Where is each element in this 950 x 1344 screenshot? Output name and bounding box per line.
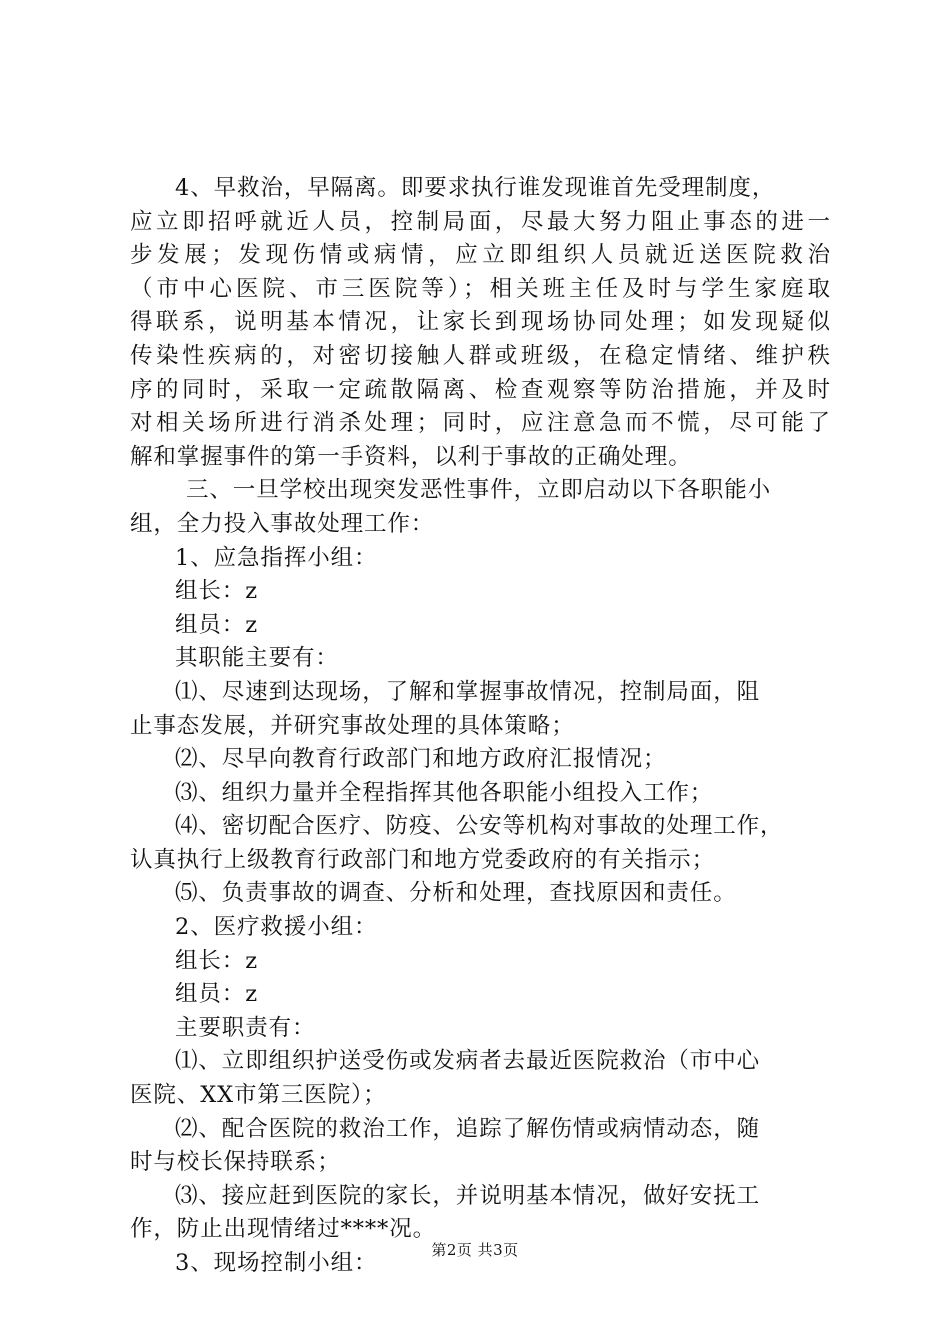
text-line: 止事态发展，并研究事故处理的具体策略； — [130, 712, 575, 739]
duty-item: ⑷、密切配合医疗、防疫、公安等机构对事故的处理工作， — [175, 813, 784, 840]
duty-item: ⑴、立即组织护送受伤或发病者去最近医院救治（市中心 — [175, 1048, 761, 1075]
document-body — [130, 172, 830, 1281]
text-line: （市中心医院、市三医院等）；相关班主任及时与学生家庭取 — [130, 275, 830, 302]
duty-item: ⑵、配合医院的救治工作，追踪了解伤情或病情动态，随 — [175, 1115, 761, 1142]
text-line: 组，全力投入事故处理工作： — [130, 510, 435, 537]
text-line: 认真执行上级教育行政部门和地方党委政府的有关指示； — [130, 846, 716, 873]
text-line: 作，防止出现情绪过****况。 — [130, 1216, 437, 1243]
text-line: 步发展；发现伤情或病情，应立即组织人员就近送医院救治 — [130, 242, 830, 269]
page-number: 第2页 共3页 — [431, 1241, 519, 1259]
text-line: 对相关场所进行消杀处理；同时，应注意急而不慌，尽可能了 — [130, 410, 830, 437]
text-line: 解和掌握事件的第一手资料，以利于事故的正确处理。 — [130, 443, 692, 470]
text-line: 序的同时，采取一定疏散隔离、检查观察等防治措施，并及时 — [130, 376, 830, 403]
duties-heading: 主要职责有： — [175, 1014, 316, 1041]
group-heading: 2、医疗救援小组： — [175, 914, 378, 941]
section-heading: 三、一旦学校出现突发恶性事件，立即启动以下各职能小 — [186, 477, 772, 504]
text-line: 传染性疾病的，对密切接触人群或班级，在稳定情绪、维护秩 — [130, 342, 830, 369]
group-members: 组员：z — [175, 981, 258, 1008]
group-leader: 组长：z — [175, 578, 258, 605]
text-line: 时与校长保持联系； — [130, 1149, 341, 1176]
duty-item: ⑶、接应赶到医院的家长，并说明基本情况，做好安抚工 — [175, 1182, 761, 1209]
group-members: 组员：z — [175, 611, 258, 638]
text-line: 得联系，说明基本情况，让家长到现场协同处理；如发现疑似 — [130, 309, 830, 336]
text-line: 医院、XX市第三医院）； — [130, 1082, 387, 1109]
duties-heading: 其职能主要有： — [175, 645, 339, 672]
group-heading: 3、现场控制小组： — [175, 1250, 378, 1276]
duty-item: ⑸、负责事故的调查、分析和处理，查找原因和责任。 — [175, 880, 737, 907]
group-heading: 1、应急指挥小组： — [175, 544, 378, 571]
duty-item: ⑴、尽速到达现场，了解和掌握事故情况，控制局面，阻 — [175, 678, 761, 705]
duty-item: ⑶、组织力量并全程指挥其他各职能小组投入工作； — [175, 779, 714, 806]
group-leader: 组长：z — [175, 947, 258, 974]
text-line: 应立即招呼就近人员，控制局面，尽最大努力阻止事态的进一 — [130, 208, 830, 235]
text-line: 4、早救治，早隔离。即要求执行谁发现谁首先受理制度， — [175, 175, 776, 201]
duty-item: ⑵、尽早向教育行政部门和地方政府汇报情况； — [175, 746, 667, 773]
